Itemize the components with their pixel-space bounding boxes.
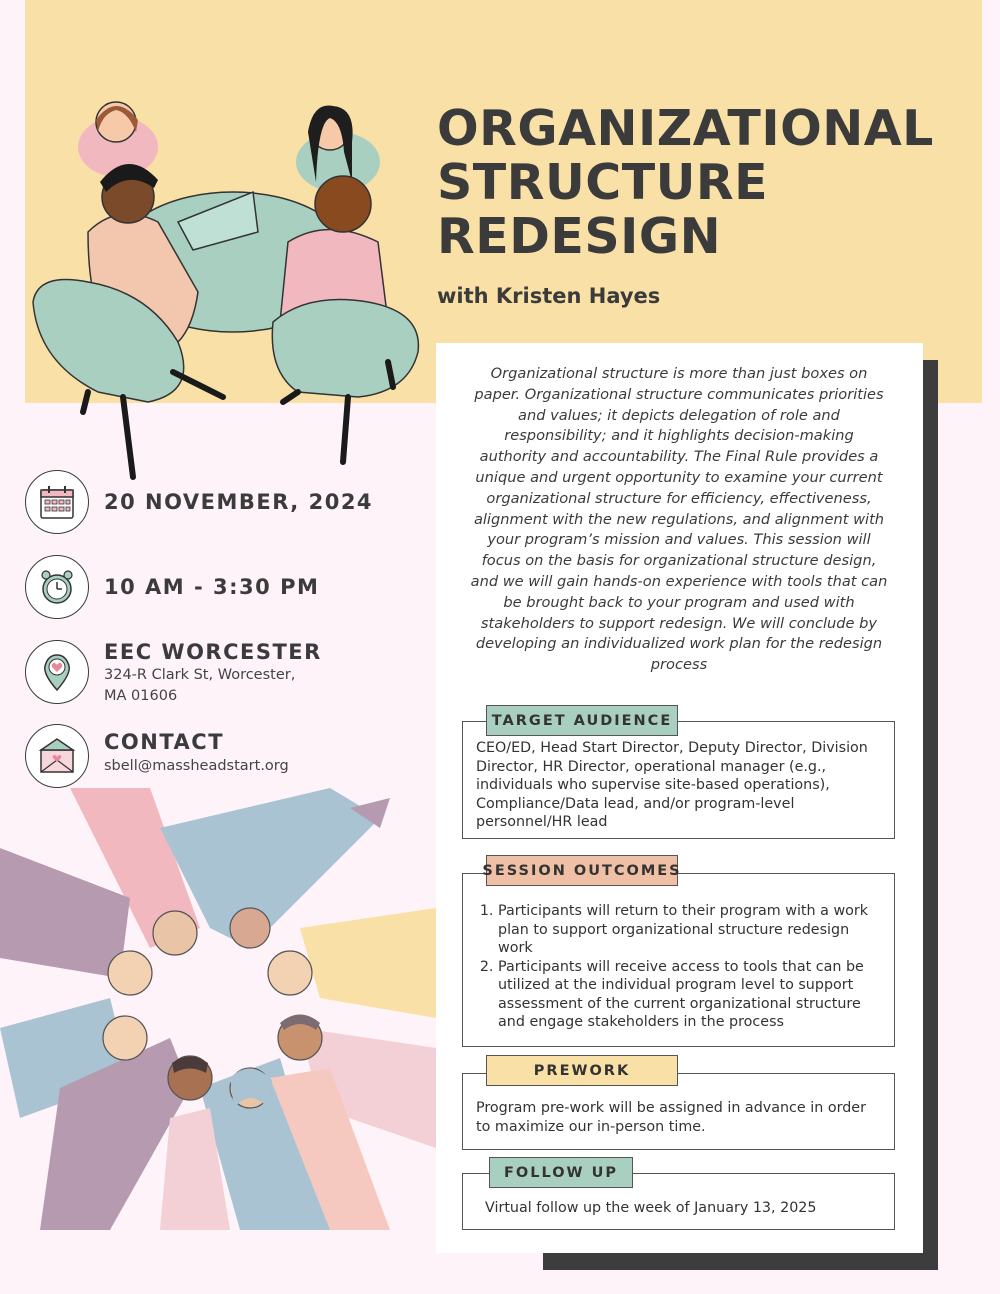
session-outcomes-list bbox=[476, 902, 876, 1032]
title-line-2: STRUCTURE bbox=[437, 154, 769, 211]
target-audience-label: TARGET AUDIENCE bbox=[486, 705, 678, 736]
session-outcomes-box bbox=[462, 873, 895, 1047]
prework-text: Program pre-work will be assigned in advance in order to maximize our in-person time. bbox=[476, 1100, 866, 1135]
calendar-icon bbox=[25, 470, 89, 534]
event-title bbox=[437, 102, 934, 264]
session-outcomes-label: SESSION OUTCOMES bbox=[486, 855, 678, 886]
location-pin-icon bbox=[25, 640, 89, 704]
contact-email[interactable]: sbell@massheadstart.org bbox=[104, 758, 289, 774]
event-date: 20 NOVEMBER, 2024 bbox=[104, 490, 374, 514]
event-time: 10 AM - 3:30 PM bbox=[104, 575, 320, 599]
outcome-item: 1. Participants will return to their program with a work plan to support organizational structure redesign work bbox=[498, 902, 876, 958]
session-description: Organizational structure is more than just boxes on paper. Organizational structure communicates priorities and values; it depicts delegation of role and responsibility; and it highlights decision-making authority and accountability. The Final Rule provides a unique and urgent opportunity to examine your current organizational structure for efficiency, effectiveness, alignment with the new regulations, and alignment with your program’s mission and values. This session will focus on the basis for organizational structure design, and we will gain hands-on experience with tools that can be brought back to your program and used with stakeholders to support redesign. We will conclude by developing an individualized work plan for the redesign process bbox=[470, 365, 888, 674]
envelope-icon bbox=[25, 724, 89, 788]
follow-up-text: Virtual follow up the week of January 13, 2025 bbox=[485, 1200, 817, 1216]
prework-label: PREWORK bbox=[486, 1055, 678, 1086]
meeting-illustration bbox=[28, 92, 428, 484]
follow-up-label: FOLLOW UP bbox=[489, 1157, 633, 1188]
target-audience-box bbox=[462, 721, 895, 839]
presenter-name: with Kristen Hayes bbox=[437, 284, 661, 308]
outcome-item: 2. Participants will receive access to tools that can be utilized at the individual program level to support assessment of the current organizational structure and engage stakeholders in the process bbox=[498, 958, 876, 1032]
target-audience-text: CEO/ED, Head Start Director, Deputy Director, Division Director, HR Director, operational manager (e.g., individuals who supervise site-based operations), Compliance/Data lead, and/or program-level personnel/HR lead bbox=[476, 740, 868, 830]
title-line-1: ORGANIZATIONAL bbox=[437, 100, 934, 157]
contact-label: CONTACT bbox=[104, 730, 225, 754]
clock-icon bbox=[25, 555, 89, 619]
team-circle-illustration bbox=[0, 788, 436, 1230]
location-name: EEC WORCESTER bbox=[104, 640, 322, 664]
location-address: 324-R Clark St, Worcester, MA 01606 bbox=[104, 667, 296, 704]
title-line-3: REDESIGN bbox=[437, 208, 722, 265]
